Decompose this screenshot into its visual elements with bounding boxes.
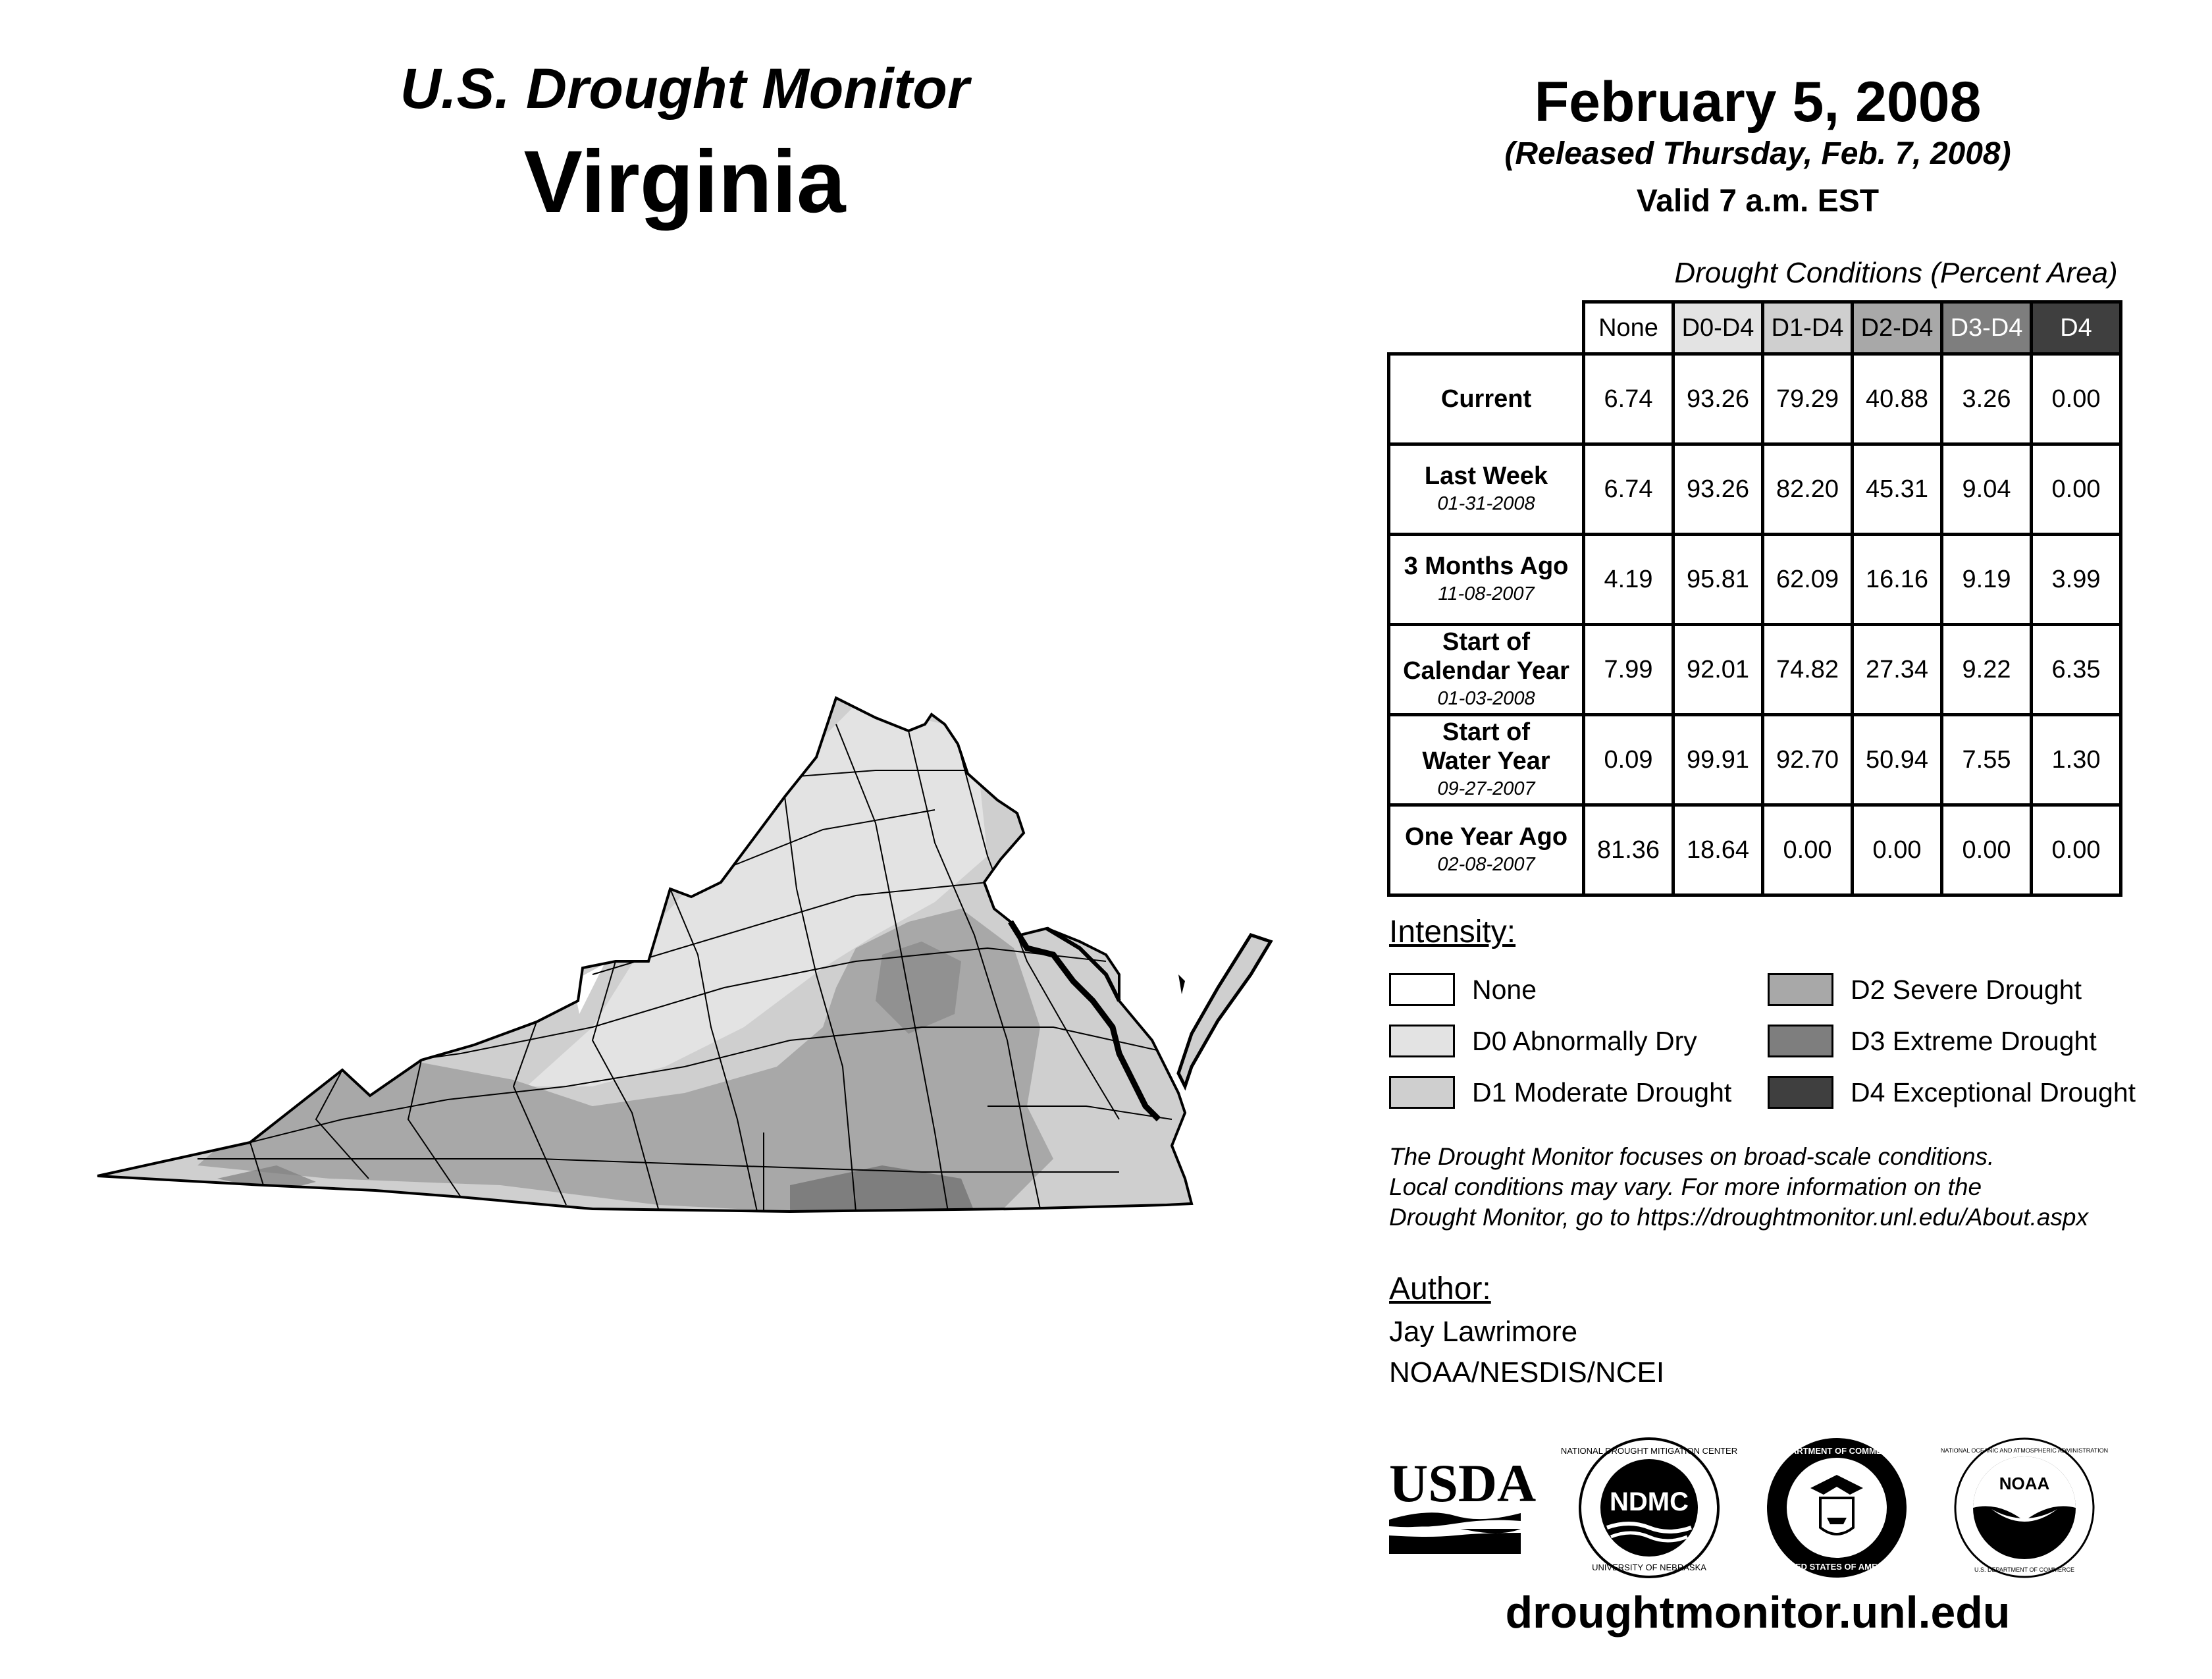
table-cell: 40.88 xyxy=(1853,354,1942,444)
row-date: 01-31-2008 xyxy=(1437,493,1535,514)
row-label xyxy=(1389,805,1584,895)
legend-label: D4 Exceptional Drought xyxy=(1851,1077,2136,1107)
column-header: None xyxy=(1584,302,1673,354)
table-caption: Drought Conditions (Percent Area) xyxy=(1674,257,2118,289)
legend-label: D3 Extreme Drought xyxy=(1851,1026,2097,1056)
website-link[interactable]: droughtmonitor.unl.edu xyxy=(1505,1587,2011,1638)
row-date: 01-03-2008 xyxy=(1437,688,1535,709)
table-cell: 81.36 xyxy=(1584,805,1673,895)
column-header: D0-D4 xyxy=(1673,302,1763,354)
row-label xyxy=(1389,715,1584,805)
legend-swatch xyxy=(1768,1025,1833,1057)
noaa-ring-bottom: U.S. DEPARTMENT OF COMMERCE xyxy=(1974,1566,2075,1573)
table-cell: 0.00 xyxy=(1942,805,2032,895)
doc-ring-top: DEPARTMENT OF COMMERCE xyxy=(1774,1446,1900,1456)
table-cell: 92.01 xyxy=(1673,625,1763,715)
disclaimer-note xyxy=(1389,1142,2166,1233)
author-org: NOAA/NESDIS/NCEI xyxy=(1389,1356,1665,1389)
ndmc-ring-top: NATIONAL DROUGHT MITIGATION CENTER xyxy=(1560,1446,1738,1456)
row-label-text: Start of Calendar Year xyxy=(1403,628,1569,685)
row-date: 09-27-2007 xyxy=(1437,778,1535,799)
map-date: February 5, 2008 xyxy=(1534,70,1982,134)
table-cell: 0.00 xyxy=(1763,805,1853,895)
table-cell: 0.09 xyxy=(1584,715,1673,805)
row-label-text: Current xyxy=(1440,385,1532,413)
release-date: (Released Thursday, Feb. 7, 2008) xyxy=(1504,136,2011,171)
table-cell: 0.00 xyxy=(2032,805,2121,895)
usda-logo-text: USDA xyxy=(1389,1453,1537,1513)
department-of-commerce-seal xyxy=(1764,1435,1909,1580)
table-cell: 4.19 xyxy=(1584,535,1673,625)
noaa-ring-top: NATIONAL OCEANIC AND ATMOSPHERIC ADMINISTRATION xyxy=(1940,1447,2109,1454)
row-date: 02-08-2007 xyxy=(1437,854,1535,875)
legend-label: D2 Severe Drought xyxy=(1851,974,2082,1005)
legend-label: D0 Abnormally Dry xyxy=(1472,1026,1697,1056)
table-cell: 45.31 xyxy=(1853,444,1942,535)
table-cell: 3.99 xyxy=(2032,535,2121,625)
table-cell: 0.00 xyxy=(1853,805,1942,895)
legend-heading: Intensity: xyxy=(1389,915,1516,949)
noaa-logo-text: NOAA xyxy=(1999,1474,2050,1493)
table-cell: 92.70 xyxy=(1763,715,1853,805)
row-label-text: Start of Water Year xyxy=(1422,718,1550,775)
row-label-text: Last Week xyxy=(1424,462,1548,490)
ndmc-ring-bottom: UNIVERSITY OF NEBRASKA xyxy=(1592,1562,1706,1572)
table-cell: 93.26 xyxy=(1673,354,1763,444)
table-cell: 3.26 xyxy=(1942,354,2032,444)
table-row xyxy=(1389,805,2121,895)
column-header: D4 xyxy=(2032,302,2121,354)
table-cell: 18.64 xyxy=(1673,805,1763,895)
note-line: The Drought Monitor focuses on broad-scale conditions. xyxy=(1389,1143,1995,1170)
table-cell: 62.09 xyxy=(1763,535,1853,625)
table-cell: 6.35 xyxy=(2032,625,2121,715)
table-row xyxy=(1389,535,2121,625)
row-date: 11-08-2007 xyxy=(1438,583,1535,604)
table-cell: 6.74 xyxy=(1584,444,1673,535)
note-line: Local conditions may vary. For more information on the xyxy=(1389,1173,1982,1200)
row-label-text: One Year Ago xyxy=(1404,823,1568,851)
table-cell: 74.82 xyxy=(1763,625,1853,715)
table-cell: 16.16 xyxy=(1853,535,1942,625)
virginia-drought-map xyxy=(92,685,1284,1238)
legend-swatch xyxy=(1389,1076,1455,1109)
noaa-logo xyxy=(1940,1435,2109,1580)
table-row xyxy=(1389,354,2121,444)
row-label xyxy=(1389,625,1584,715)
table-corner xyxy=(1389,302,1584,354)
table-cell: 79.29 xyxy=(1763,354,1853,444)
legend-swatch xyxy=(1768,973,1833,1006)
table-row xyxy=(1389,715,2121,805)
author-heading: Author: xyxy=(1389,1271,1491,1306)
table-cell: 50.94 xyxy=(1853,715,1942,805)
table-cell: 0.00 xyxy=(2032,354,2121,444)
valid-time: Valid 7 a.m. EST xyxy=(1636,184,1880,219)
row-label xyxy=(1389,535,1584,625)
table-cell: 7.99 xyxy=(1584,625,1673,715)
table-cell: 82.20 xyxy=(1763,444,1853,535)
legend-swatch xyxy=(1389,973,1455,1006)
table-header-row xyxy=(1389,302,2121,354)
monitor-title: U.S. Drought Monitor xyxy=(400,57,970,120)
column-header: D2-D4 xyxy=(1853,302,1942,354)
table-cell: 9.04 xyxy=(1942,444,2032,535)
table-cell: 9.19 xyxy=(1942,535,2032,625)
legend-swatch xyxy=(1768,1076,1833,1109)
column-header: D3-D4 xyxy=(1942,302,2032,354)
table-cell: 99.91 xyxy=(1673,715,1763,805)
table-cell: 1.30 xyxy=(2032,715,2121,805)
table-cell: 93.26 xyxy=(1673,444,1763,535)
drought-conditions-table xyxy=(1387,300,2122,897)
note-line: Drought Monitor, go to https://droughtmonitor.unl.edu/About.aspx xyxy=(1389,1204,2088,1231)
legend-label: None xyxy=(1472,974,1537,1005)
column-header: D1-D4 xyxy=(1763,302,1853,354)
table-cell: 27.34 xyxy=(1853,625,1942,715)
table-row xyxy=(1389,444,2121,535)
row-label-text: 3 Months Ago xyxy=(1404,552,1569,580)
row-label xyxy=(1389,444,1584,535)
author-name: Jay Lawrimore xyxy=(1389,1316,1578,1348)
ndmc-logo-text: NDMC xyxy=(1610,1487,1689,1516)
state-title: Virginia xyxy=(523,133,846,231)
table-cell: 7.55 xyxy=(1942,715,2032,805)
row-label xyxy=(1389,354,1584,444)
table-cell: 95.81 xyxy=(1673,535,1763,625)
usda-logo xyxy=(1389,1453,1537,1554)
ndmc-logo xyxy=(1560,1435,1738,1580)
table-cell: 9.22 xyxy=(1942,625,2032,715)
doc-ring-bottom: UNITED STATES OF AMERICA xyxy=(1775,1562,1899,1572)
table-cell: 0.00 xyxy=(2032,444,2121,535)
table-row xyxy=(1389,625,2121,715)
legend-label: D1 Moderate Drought xyxy=(1472,1077,1732,1107)
table-cell: 6.74 xyxy=(1584,354,1673,444)
legend-swatch xyxy=(1389,1025,1455,1057)
